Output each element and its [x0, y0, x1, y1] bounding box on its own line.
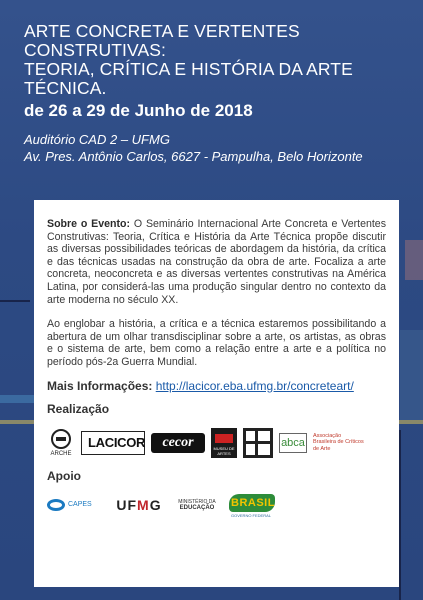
lacicor-text: LACICOR — [88, 435, 146, 451]
capes-logo — [47, 495, 103, 515]
arche-text: ARCHE — [50, 450, 72, 457]
event-header — [24, 22, 404, 165]
more-info-link[interactable]: http://lacicor.eba.ufmg.br/concreteart/ — [155, 378, 354, 393]
grid-logo — [243, 428, 273, 458]
info-card — [34, 200, 399, 587]
ufmg-logo — [109, 497, 169, 513]
background-block — [400, 330, 423, 420]
grid-logo-bar-icon — [246, 441, 270, 444]
lacicor-logo — [81, 431, 145, 455]
mec-logo — [175, 499, 219, 511]
ufmg-g-text: G — [149, 496, 162, 513]
about-paragraph — [47, 218, 386, 306]
title-line: TEORIA, CRÍTICA E HISTÓRIA DA ARTE — [24, 59, 353, 79]
event-date: de 26 a 29 de Junho de 2018 — [24, 101, 253, 120]
more-info — [47, 379, 386, 393]
about-text: O Seminário Internacional Arte Concreta e Vertentes Construtivas: Teoria, Crítica e História da Arte Técnica propõe discutir as diversas possibilidades teóricas de abordagem da história, da crítica e das técnicas usadas na construção da obra de arte. Focaliza a arte concreta, neoconcreta e as diversas vertentes construtivas na América Latina, por considerá-las uma produção singular dentro no contexto da arte moderna no século XX. — [47, 218, 386, 306]
abca-subtitle: Associação Brasileira de Críticos de Arte — [313, 432, 364, 452]
brasil-logo — [225, 492, 281, 518]
venue-line: Av. Pres. Antônio Carlos, 6627 - Pampulha, Belo Horizonte — [24, 149, 363, 164]
mec-bottom-text: EDUCAÇÃO — [179, 504, 215, 511]
more-info-label: Mais Informações: — [47, 378, 153, 393]
background-line — [399, 430, 401, 600]
realizacao-logos — [47, 426, 386, 460]
title-line: TÉCNICA. — [24, 78, 107, 98]
museu-text: MUSEU DE ARTES — [213, 445, 235, 456]
brasil-text: BRASIL — [231, 496, 275, 509]
cecor-logo: cecor — [151, 433, 205, 453]
apoio-heading: Apoio — [47, 468, 81, 483]
capes-eye-icon — [47, 499, 65, 511]
venue-line: Auditório CAD 2 – UFMG — [24, 132, 170, 147]
ufmg-text: UF — [116, 496, 138, 513]
paragraph-2: Ao englobar a história, a crítica e a técnica estaremos possibilitando a abertura de um olhar transdisciplinar sobre a arte, os artistas, as obras e o sistema de arte, bem como a relação entre a arte e a política no período pós-2a Guerra Mundial. — [47, 318, 386, 368]
apoio-logos — [47, 490, 386, 520]
arche-mark-icon — [51, 429, 71, 449]
museu-logo — [211, 428, 237, 458]
event-title — [24, 22, 404, 98]
background-block — [405, 240, 423, 280]
abca-logo: abca — [279, 433, 307, 453]
mec-top-text: MINISTÉRIO DA — [178, 498, 216, 505]
background-line — [0, 300, 30, 302]
about-label: Sobre o Evento: — [47, 218, 131, 230]
ufmg-m-text: M — [137, 496, 150, 513]
arche-logo — [47, 426, 75, 460]
capes-text: CAPES — [68, 501, 92, 509]
event-venue — [24, 131, 404, 165]
title-line: ARTE CONCRETA E VERTENTES — [24, 21, 300, 41]
title-line: CONSTRUTIVAS: — [24, 40, 166, 60]
brasil-subtitle: GOVERNO FEDERAL — [231, 512, 272, 518]
realizacao-heading: Realização — [47, 401, 110, 416]
museu-red-bar-icon — [215, 434, 233, 443]
